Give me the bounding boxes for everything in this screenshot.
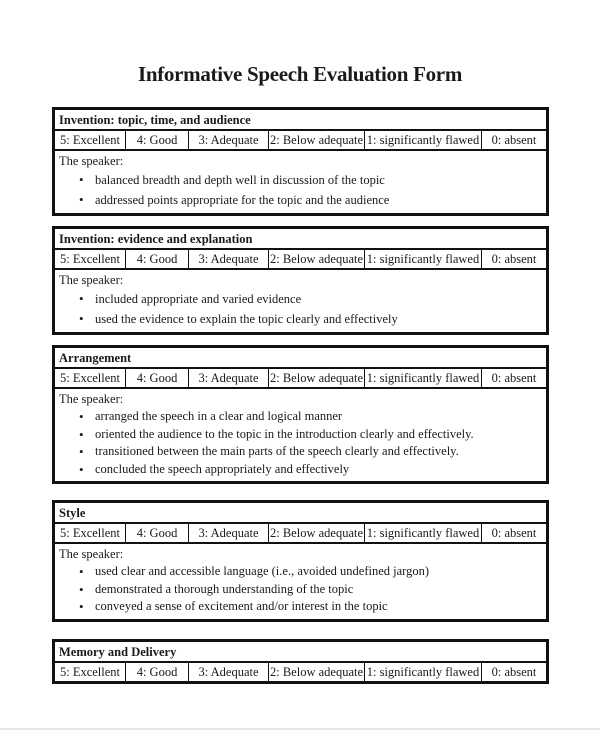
rating-2-below-adequate[interactable]: 2: Below adequate: [269, 133, 364, 147]
criterion-item: • arranged the speech in a clear and logical manner: [79, 408, 542, 426]
rating-2-below-adequate[interactable]: 2: Below adequate: [269, 526, 364, 540]
rating-row: [55, 250, 546, 270]
rating-2-below-adequate[interactable]: 2: Below adequate: [269, 665, 364, 679]
section-invention-evidence: [52, 226, 549, 335]
rating-2-below-adequate[interactable]: 2: Below adequate: [269, 252, 364, 266]
criteria-list: [59, 289, 542, 329]
rating-4-good[interactable]: 4: Good: [126, 250, 189, 268]
rating-5-excellent[interactable]: 5: Excellent: [55, 131, 126, 149]
rating-2-below-adequate[interactable]: 2: Below adequate: [269, 371, 364, 385]
rating-5-excellent[interactable]: 5: Excellent: [55, 250, 126, 268]
speaker-label: The speaker:: [59, 273, 124, 287]
section-style: [52, 500, 549, 622]
rating-4-good[interactable]: 4: Good: [126, 524, 189, 542]
rating-3-adequate[interactable]: 3: Adequate: [189, 131, 269, 149]
criterion-item: • concluded the speech appropriately and effectively: [79, 461, 542, 479]
rating-row: [55, 663, 546, 681]
criteria-list: [59, 408, 542, 478]
section-arrangement: [52, 345, 549, 484]
criterion-item: • transitioned between the main parts of the speech clearly and effectively.: [79, 443, 542, 461]
section-body: [55, 544, 546, 619]
speaker-label: The speaker:: [59, 547, 124, 561]
section-body: [55, 270, 546, 332]
rating-3-adequate[interactable]: 3: Adequate: [189, 663, 269, 681]
section-invention-topic: [52, 107, 549, 216]
section-heading: Style: [55, 503, 546, 524]
rating-row: [55, 524, 546, 544]
section-heading: Memory and Delivery: [55, 642, 546, 663]
criterion-item: • used the evidence to explain the topic clearly and effectively: [79, 309, 542, 329]
rating-3-adequate[interactable]: 3: Adequate: [189, 369, 269, 387]
rating-0-absent[interactable]: 0: absent: [491, 371, 537, 385]
section-memory-delivery: [52, 639, 549, 684]
criterion-item: • addressed points appropriate for the topic and the audience: [79, 190, 542, 210]
criterion-item: • conveyed a sense of excitement and/or interest in the topic: [79, 598, 542, 616]
rating-1-significantly-flawed[interactable]: 1: significantly flawed: [365, 250, 482, 268]
criterion-item: • oriented the audience to the topic in the introduction clearly and effectively.: [79, 426, 542, 444]
rating-0-absent[interactable]: 0: absent: [491, 526, 537, 540]
rating-4-good[interactable]: 4: Good: [126, 369, 189, 387]
section-heading: Invention: evidence and explanation: [55, 229, 546, 250]
rating-3-adequate[interactable]: 3: Adequate: [189, 250, 269, 268]
criteria-list: [59, 170, 542, 210]
section-body: [55, 389, 546, 481]
speaker-label: The speaker:: [59, 154, 124, 168]
rating-4-good[interactable]: 4: Good: [126, 131, 189, 149]
rating-1-significantly-flawed[interactable]: 1: significantly flawed: [365, 369, 482, 387]
rating-5-excellent[interactable]: 5: Excellent: [55, 524, 126, 542]
section-body: [55, 151, 546, 213]
rating-4-good[interactable]: 4: Good: [126, 663, 189, 681]
criteria-list: [59, 563, 542, 616]
criterion-item: • included appropriate and varied evidence: [79, 289, 542, 309]
section-heading: Arrangement: [55, 348, 546, 369]
criterion-item: • balanced breadth and depth well in discussion of the topic: [79, 170, 542, 190]
rating-row: [55, 131, 546, 151]
rating-5-excellent[interactable]: 5: Excellent: [55, 663, 126, 681]
rating-5-excellent[interactable]: 5: Excellent: [55, 369, 126, 387]
rating-1-significantly-flawed[interactable]: 1: significantly flawed: [365, 663, 482, 681]
section-heading: Invention: topic, time, and audience: [55, 110, 546, 131]
rating-0-absent[interactable]: 0: absent: [491, 252, 537, 266]
rating-1-significantly-flawed[interactable]: 1: significantly flawed: [365, 131, 482, 149]
speaker-label: The speaker:: [59, 392, 124, 406]
rating-1-significantly-flawed[interactable]: 1: significantly flawed: [365, 524, 482, 542]
rating-row: [55, 369, 546, 389]
rating-0-absent[interactable]: 0: absent: [491, 665, 537, 679]
rating-0-absent[interactable]: 0: absent: [491, 133, 537, 147]
rating-3-adequate[interactable]: 3: Adequate: [189, 524, 269, 542]
page-title: Informative Speech Evaluation Form: [137, 62, 463, 86]
criterion-item: • demonstrated a thorough understanding of the topic: [79, 581, 542, 599]
criterion-item: • used clear and accessible language (i.e., avoided undefined jargon): [79, 563, 542, 581]
